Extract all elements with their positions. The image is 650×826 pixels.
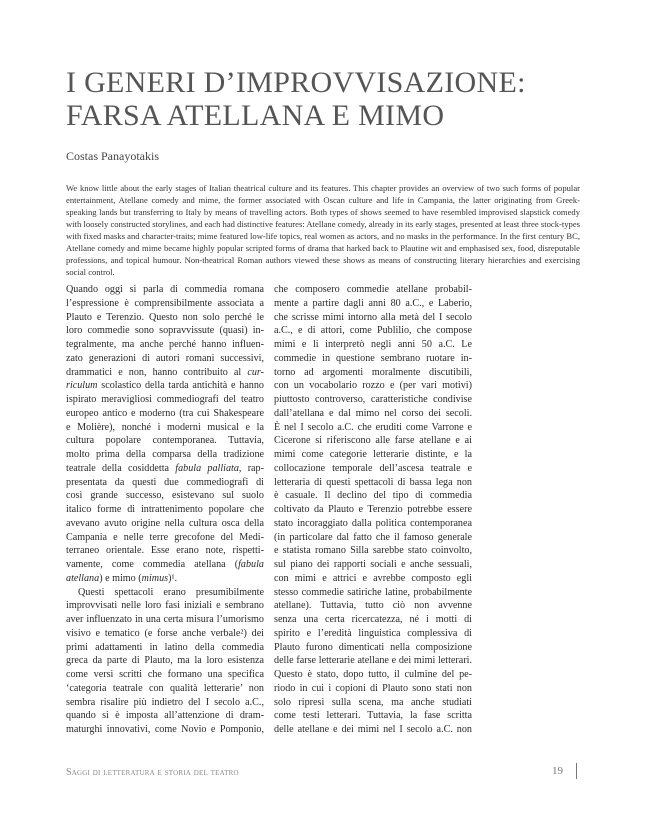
text-line: come testi letterari. Tuttavia, la fase scritta [274,710,472,722]
text-line [66,558,264,572]
text-line: mente a partire dagli anni 80 a.C., e Laberio, [274,297,472,309]
text-segment: Campania e nelle terre grecofone del Medi- [66,531,264,543]
text-line [66,641,264,655]
text-line: È nel I secolo a.C. che eruditi come Varrone e [274,421,472,433]
text-line: collocazione temporale dell’ascesa teatrale e [274,462,472,474]
text-line [66,352,264,366]
text-segment: visivo e tematico (e forse anche verbale²) dei [66,627,264,639]
text-line: mimi come categorie letterarie distinte, e la [274,449,472,460]
text-line [66,434,264,448]
chapter-title [66,66,606,132]
italic-term: riculum [66,380,98,392]
text-line: senza una certa ricercatezza, né i motti di [274,614,472,625]
left-column [66,283,264,737]
text-line [66,654,264,668]
text-segment: aver influenzato in una certa misura l’umorismo [66,614,264,625]
text-segment: ) e mimo ( [99,572,142,584]
text-line: atellane). Tuttavia, tutto ciò non avvenne [274,600,472,612]
text-segment: )¹. [168,572,178,584]
text-line: Questo è stato, dopo tutto, il culmine del pe- [274,669,472,680]
text-segment: ‘categoria teatrale con qualità letterarie’ non [66,682,264,694]
text-segment: maturghi innovativi, come Novio e Pomponio, [66,724,264,735]
text-line: riodo in cui i copioni di Plauto sono stati non [274,682,472,694]
text-segment: sembra risalire più indietro del I secolo a.C., [66,696,264,708]
text-line [66,407,264,421]
italic-term: fabula [238,559,264,570]
text-segment: italico forme di intrattenimento popolare che [66,504,264,515]
text-line [66,599,264,613]
text-line: spirito e l’eredità linguistica complessiva di [274,627,472,639]
text-segment: zato generazioni di autori romani successivi, [66,352,264,364]
italic-term: atellana [66,572,100,584]
text-segment: scolastico della tarda antichità e hanno [97,380,264,392]
text-line [66,531,264,545]
text-line [66,476,264,490]
text-segment: europeo antico e moderno (tra cui Shakespeare [66,407,264,419]
right-column [274,283,472,737]
text-line: commedie in questione sembrano ruotare in- [274,352,472,364]
text-line [66,297,264,311]
text-line: torno ad argomenti moralmente discutibili, [274,366,472,378]
text-segment: avevano avuto origine nella cultura osca della [66,517,264,529]
text-line: piuttosto controverso, caratteristiche condivise [274,394,472,405]
text-segment: teatrale della cosiddetta [66,462,176,474]
text-line [66,709,264,723]
text-line [66,627,264,641]
text-line [66,489,264,503]
text-segment: vamente, come commedia atellana ( [66,559,239,570]
text-line [66,723,264,737]
text-segment: ispirato meravigliosi commediografi del teatro [66,394,264,405]
text-line [66,503,264,517]
text-line [66,311,264,325]
text-segment: drammatici e non, hanno contribuito al [66,366,248,378]
text-segment: molto prima della comparsa della tradizione [66,449,264,460]
text-line [66,393,264,407]
text-line [66,366,264,380]
text-line: con mimi e attrici e avrebbe composto egli [274,572,472,584]
text-line: stato incoraggiato dalla politica contemporanea [274,517,472,529]
italic-term: mimus [141,572,169,584]
text-segment: improvvisati nelle loro fasi iniziali e sembrano [66,600,264,612]
text-line [66,613,264,627]
text-line: delle farse letterarie atellane e dei mimi letterari. [274,655,472,667]
italic-term: fabula palliata [175,462,239,474]
text-segment: tegralmente, ma anche perché hanno influen- [66,339,264,350]
text-line [66,448,264,462]
text-line: dall’atellana e dal mimo nel corso dei secoli. [274,407,472,419]
text-line: mimi e li interpretò negli anni 50 a.C. Le [274,339,472,350]
text-segment: , rap- [238,462,264,474]
text-line: e statista romano Silla sarebbe stato coinvolto, [274,545,472,557]
text-segment: primi adattamenti in latino della commedia [66,641,264,653]
text-line: coltivato da Plauto e Terenzio potrebbe essere [274,504,472,515]
text-line: che composero commedie atellane probabil- [274,284,472,295]
text-line [66,338,264,352]
text-line [66,283,264,297]
text-line [66,586,264,600]
text-segment: Plauto e Terenzio. Questo non solo perché le [66,311,264,323]
text-line [66,324,264,338]
text-line [66,668,264,682]
text-line: delle atellane e dei mimi nel I secolo a.C. non [274,724,472,735]
text-line [66,696,264,710]
chapter-title-line: I GENERI D’IMPROVVISAZIONE: [66,66,526,99]
footer-divider [576,763,577,779]
text-line: è casuale. Il declino del tipo di commedia [274,490,472,502]
text-line: Cicerone si riferiscono alle farse atellane e ai [274,435,472,447]
text-line: (in particolare dal fatto che il famoso generale [274,531,472,543]
text-segment: Quando oggi si parla di commedia romana [66,284,264,295]
running-title: Saggi di letteratura e storia del teatro [66,767,239,778]
text-segment: l’espressione è comprensibilmente associata a [66,297,264,309]
text-segment: Questi spettacoli erano presumibilmente [78,586,264,598]
text-line [66,572,264,586]
text-line: a.C., e di attori, come Publilio, che compose [274,325,472,337]
text-line: sul piano dei rapporti sociali e anche sessuali, [274,559,472,570]
text-line: letteraria di questi spettacoli di bassa lega non [274,476,472,488]
text-line [66,379,264,393]
text-segment: così grande successo, esistevano sul suolo [66,490,264,502]
text-line: Plauto furono dimenticati nella composizione [274,641,472,653]
abstract: We know little about the early stages of Italian theatrical culture and its features. This chapter provides an overview of two such forms of popular entertainment, Atellane comedy and mime, the former associated with Oscan culture and life in Campania, the latter originating from Greek-speaking lands but transferring to Italy by means of travelling actors. Both types of shows seemed to have resembled improvised slapstick comedy with loosely constructed storylines, and each had distinctive features: Atellane comedy, already in its early stages, presented at least three stock-types with fixed masks and character-traits; mime featured low-life topics, real women as actors, and no masks in the performance. In the first century BC, Atellane comedy and mime became highly popular scripted forms of drama that harked back to Plautine wit and emphasised sex, food, disreputable professions, and topical humour. Non-theatrical Roman authors viewed these shows as means of constructing literary hierarchies and exercising social control. [66,183,580,277]
text-line [66,462,264,476]
text-line: che scrisse mimi intorno alla metà del I secolo [274,311,472,323]
text-segment: presentata da questi due commediografi di [66,476,264,488]
text-line [66,544,264,558]
text-line: solo ripresi sulla scena, ma anche studiati [274,696,472,708]
text-segment: quando si è imposta all’attenzione di dram- [66,710,264,722]
text-line: con un vocabolario rozzo e (per vari motivi) [274,380,472,392]
text-line [66,517,264,531]
text-segment: come versi scritti che formano una specifica [66,669,264,680]
italic-term: cur- [247,366,264,378]
text-line: stesso commedie satiriche latine, probabilmente [274,586,472,598]
page-number: 19 [552,765,563,777]
text-segment: terraneo orientale. Esse erano note, rispetti- [66,545,264,557]
text-segment: e Molière), nonché i moderni musical e la [66,421,264,433]
text-line [66,682,264,696]
text-segment: greca da parte di Plauto, ma la loro esistenza [66,655,264,667]
text-line [66,421,264,435]
text-segment: loro commedie sono sopravvissute (quasi) in- [66,325,264,337]
chapter-title-line: FARSA ATELLANA E MIMO [66,99,445,132]
author-name: Costas Panayotakis [66,149,159,163]
text-segment: cultura popolare contemporanea. Tuttavia, [66,435,264,447]
